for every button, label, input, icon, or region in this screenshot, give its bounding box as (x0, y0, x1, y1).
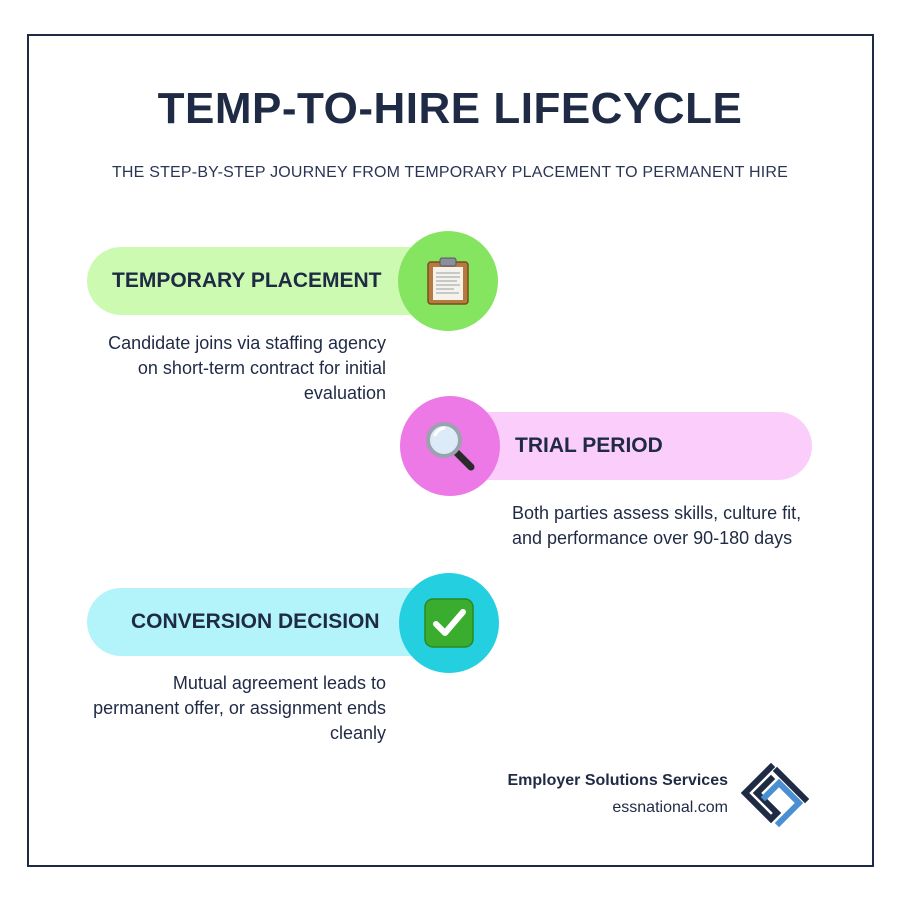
step-trial-period-description: Both parties assess skills, culture fit, and performance over 90-180 days (512, 503, 802, 548)
step-temporary-placement-circle (398, 231, 498, 331)
page-title: TEMP-TO-HIRE LIFECYCLE (157, 84, 743, 133)
step-temporary-placement-pill (87, 247, 447, 315)
step-conversion-decision-description: Mutual agreement leads to permanent offer, or assignment ends cleanly (93, 673, 386, 743)
ess-logo-icon (741, 763, 809, 829)
step-temporary-placement-description: Candidate joins via staffing agency on short-term contract for initial evaluation (108, 333, 386, 403)
step-trial-period-pill (452, 412, 812, 480)
brand-name: Employer Solutions Services (507, 772, 728, 789)
clipboard-icon (424, 256, 472, 306)
step-label: CONVERSION DECISION (131, 610, 380, 633)
magnifying-glass-icon (423, 419, 477, 473)
brand-url[interactable]: essnational.com (612, 799, 728, 816)
step-label: TRIAL PERIOD (515, 434, 663, 457)
step-conversion-decision-pill (87, 588, 447, 656)
step-trial-period-circle (400, 396, 500, 496)
check-mark-icon (423, 597, 475, 649)
step-label: TEMPORARY PLACEMENT (112, 269, 382, 292)
page-subtitle: THE STEP-BY-STEP JOURNEY FROM TEMPORARY PLACEMENT TO PERMANENT HIRE (111, 164, 789, 181)
step-conversion-decision-circle (399, 573, 499, 673)
